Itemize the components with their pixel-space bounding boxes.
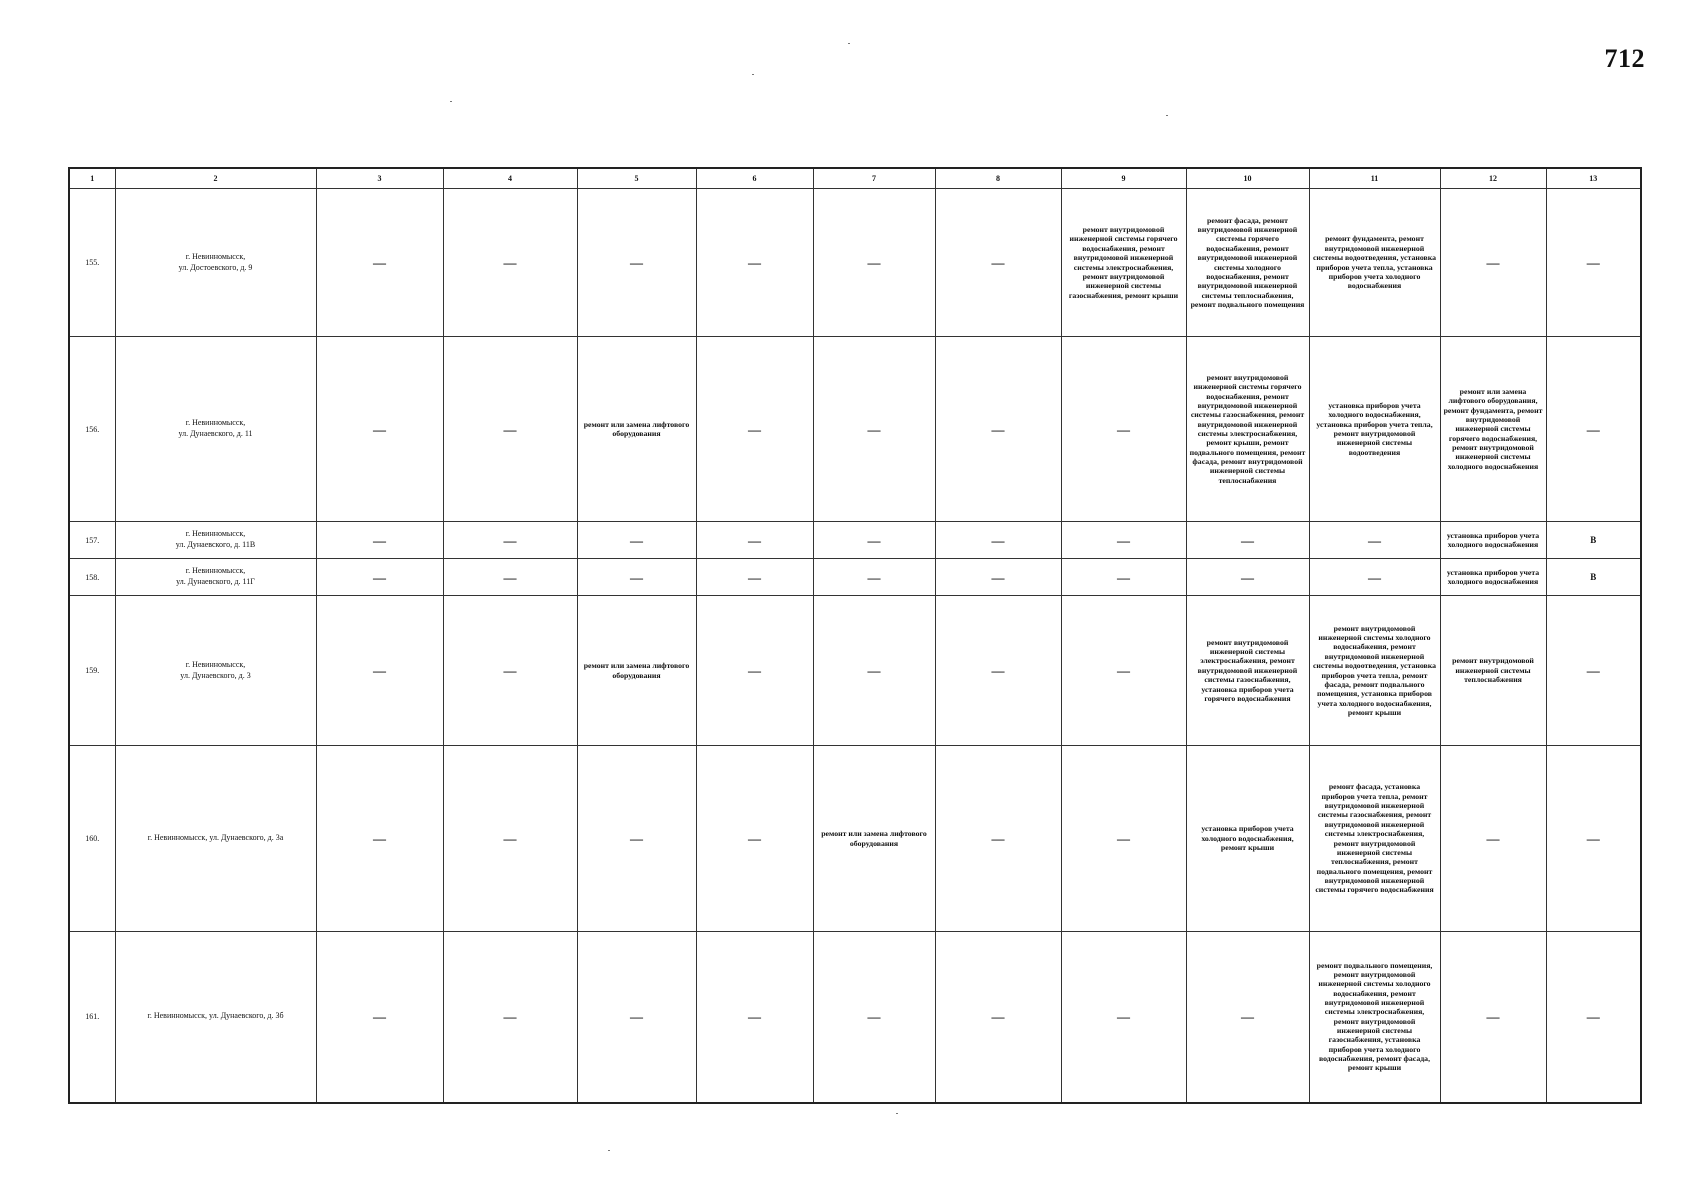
empty-dash-cell: —: [813, 596, 935, 746]
empty-dash-cell: —: [443, 596, 577, 746]
column-header: 11: [1309, 168, 1440, 189]
empty-dash-cell: —: [577, 522, 696, 559]
column-header: 5: [577, 168, 696, 189]
work-description-cell: ремонт или замена лифтового оборудования: [577, 337, 696, 522]
empty-dash-cell: —: [1186, 559, 1309, 596]
empty-dash-cell: —: [935, 596, 1061, 746]
empty-dash-cell: —: [1186, 522, 1309, 559]
empty-dash-cell: —: [1186, 932, 1309, 1103]
row-number: 158.: [69, 559, 115, 596]
column-header: 3: [316, 168, 443, 189]
header-row: [69, 168, 1641, 189]
page-number: 712: [1604, 44, 1645, 73]
empty-dash-cell: —: [935, 337, 1061, 522]
empty-dash-cell: —: [443, 337, 577, 522]
work-description-cell: ремонт подвального помещения, ремонт внутридомовой инженерной системы холодного водоснабжения, ремонт внутридомовой инженерной системы электроснабжения, ремонт внутридомовой инженерной системы газоснабжения, установка приборов учета холодного водоснабжения, ремонт фасада, ремонт крыши: [1309, 932, 1440, 1103]
empty-dash-cell: —: [696, 932, 813, 1103]
column-header: 13: [1546, 168, 1641, 189]
empty-dash-cell: —: [316, 559, 443, 596]
empty-dash-cell: —: [1309, 559, 1440, 596]
row-number: 161.: [69, 932, 115, 1103]
row-number: 157.: [69, 522, 115, 559]
empty-dash-cell: —: [935, 932, 1061, 1103]
column-header: 9: [1061, 168, 1186, 189]
empty-dash-cell: —: [696, 596, 813, 746]
address-cell: [115, 337, 316, 522]
address-line: г. Невинномысск,: [185, 251, 246, 261]
column-header: 6: [696, 168, 813, 189]
empty-dash-cell: —: [696, 559, 813, 596]
empty-dash-cell: —: [813, 522, 935, 559]
empty-dash-cell: —: [813, 559, 935, 596]
table-row: [69, 522, 1641, 559]
table-row: [69, 189, 1641, 337]
address-cell: [115, 559, 316, 596]
empty-dash-cell: —: [813, 932, 935, 1103]
empty-dash-cell: —: [577, 189, 696, 337]
empty-dash-cell: —: [1546, 189, 1641, 337]
empty-dash-cell: —: [577, 746, 696, 932]
address-line: ул. Достоевского, д. 9: [178, 262, 253, 272]
empty-dash-cell: —: [935, 746, 1061, 932]
empty-dash-cell: —: [1061, 932, 1186, 1103]
work-description-cell: ремонт внутридомовой инженерной системы горячего водоснабжения, ремонт внутридомовой инженерной системы газоснабжения, ремонт внутридомовой инженерной системы электроснабжения, ремонт крыши, ремонт подвального помещения, ремонт фасада, ремонт внутридомовой инженерной системы теплоснабжения: [1186, 337, 1309, 522]
table-row: [69, 932, 1641, 1103]
empty-dash-cell: —: [316, 337, 443, 522]
work-description-cell: ремонт внутридомовой инженерной системы электроснабжения, ремонт внутридомовой инженерной системы газоснабжения, установка приборов учета горячего водоснабжения: [1186, 596, 1309, 746]
empty-dash-cell: —: [443, 932, 577, 1103]
address-cell: [115, 596, 316, 746]
empty-dash-cell: —: [316, 596, 443, 746]
empty-dash-cell: —: [316, 746, 443, 932]
column-header: 10: [1186, 168, 1309, 189]
work-description-cell: ремонт фундамента, ремонт внутридомовой инженерной системы водоотведения, установка приборов учета тепла, установка приборов учета холодного водоснабжения: [1309, 189, 1440, 337]
column-header: 7: [813, 168, 935, 189]
repair-schedule-table: [68, 167, 1642, 1104]
column-header: 12: [1440, 168, 1546, 189]
work-description-cell: ремонт фасада, ремонт внутридомовой инженерной системы горячего водоснабжения, ремонт внутридомовой инженерной системы холодного водоснабжения, ремонт внутридомовой инженерной системы теплоснабжения, ремонт подвального помещения: [1186, 189, 1309, 337]
empty-dash-cell: —: [1061, 746, 1186, 932]
column-header: 8: [935, 168, 1061, 189]
empty-dash-cell: —: [443, 559, 577, 596]
empty-dash-cell: —: [935, 189, 1061, 337]
empty-dash-cell: —: [316, 932, 443, 1103]
address-line: г. Невинномысск, ул. Дунаевского, д. 3б: [147, 1011, 284, 1021]
empty-dash-cell: —: [696, 337, 813, 522]
empty-dash-cell: —: [1546, 746, 1641, 932]
empty-dash-cell: —: [1061, 559, 1186, 596]
mark-cell: В: [1546, 559, 1641, 596]
empty-dash-cell: —: [1440, 932, 1546, 1103]
mark-cell: В: [1546, 522, 1641, 559]
address-cell: [115, 189, 316, 337]
address-line: ул. Дунаевского, д. 3: [180, 670, 251, 680]
empty-dash-cell: —: [316, 189, 443, 337]
row-number: 156.: [69, 337, 115, 522]
address-line: г. Невинномысск,: [185, 659, 246, 669]
empty-dash-cell: —: [1546, 932, 1641, 1103]
empty-dash-cell: —: [1061, 522, 1186, 559]
empty-dash-cell: —: [696, 522, 813, 559]
address-line: ул. Дунаевского, д. 11: [178, 429, 253, 438]
empty-dash-cell: —: [1440, 189, 1546, 337]
empty-dash-cell: —: [696, 746, 813, 932]
address-line: г. Невинномысск,: [185, 418, 246, 428]
row-number: 160.: [69, 746, 115, 932]
column-header: 1: [69, 168, 115, 189]
address-line: г. Невинномысск,: [185, 529, 246, 539]
row-number: 159.: [69, 596, 115, 746]
empty-dash-cell: —: [577, 559, 696, 596]
table-row: [69, 559, 1641, 596]
empty-dash-cell: —: [935, 522, 1061, 559]
work-description-cell: ремонт внутридомовой инженерной системы холодного водоснабжения, ремонт внутридомовой инженерной системы водоотведения, установка приборов учета тепла, ремонт фасада, ремонт подвального помещения, установка приборов учета холодного водоснабжения, ремонт крыши: [1309, 596, 1440, 746]
work-description-cell: ремонт или замена лифтового оборудования: [813, 746, 935, 932]
address-line: г. Невинномысск, ул. Дунаевского, д. 3а: [147, 833, 284, 843]
empty-dash-cell: —: [443, 189, 577, 337]
address-cell: [115, 932, 316, 1103]
address-cell: [115, 746, 316, 932]
work-description-cell: установка приборов учета холодного водоснабжения: [1440, 522, 1546, 559]
empty-dash-cell: —: [577, 932, 696, 1103]
empty-dash-cell: —: [1546, 596, 1641, 746]
empty-dash-cell: —: [813, 337, 935, 522]
table-row: [69, 337, 1641, 522]
address-line: г. Невинномысск,: [185, 566, 246, 576]
work-description-cell: установка приборов учета холодного водоснабжения, установка приборов учета тепла, ремонт внутридомовой инженерной системы водоотведения: [1309, 337, 1440, 522]
address-line: ул. Дунаевского, д. 11Г: [176, 577, 255, 586]
work-description-cell: ремонт или замена лифтового оборудования: [577, 596, 696, 746]
empty-dash-cell: —: [1309, 522, 1440, 559]
empty-dash-cell: —: [696, 189, 813, 337]
table-row: [69, 746, 1641, 932]
empty-dash-cell: —: [316, 522, 443, 559]
empty-dash-cell: —: [443, 522, 577, 559]
column-header: 4: [443, 168, 577, 189]
address-line: ул. Дунаевского, д. 11В: [175, 540, 256, 549]
empty-dash-cell: —: [1061, 337, 1186, 522]
empty-dash-cell: —: [443, 746, 577, 932]
empty-dash-cell: —: [813, 189, 935, 337]
work-description-cell: установка приборов учета холодного водоснабжения: [1440, 559, 1546, 596]
row-number: 155.: [69, 189, 115, 337]
work-description-cell: ремонт фасада, установка приборов учета тепла, ремонт внутридомовой инженерной системы газоснабжения, ремонт внутридомовой инженерной системы электроснабжения, ремонт внутридомовой инженерной системы теплоснабжения, ремонт подвального помещения, ремонт внутридомовой инженерной системы горячего водоснабжения: [1309, 746, 1440, 932]
empty-dash-cell: —: [935, 559, 1061, 596]
empty-dash-cell: —: [1546, 337, 1641, 522]
empty-dash-cell: —: [1061, 596, 1186, 746]
work-description-cell: установка приборов учета холодного водоснабжения, ремонт крыши: [1186, 746, 1309, 932]
work-description-cell: ремонт или замена лифтового оборудования, ремонт фундамента, ремонт внутридомовой инженерной системы горячего водоснабжения, ремонт внутридомовой инженерной системы холодного водоснабжения: [1440, 337, 1546, 522]
column-header: 2: [115, 168, 316, 189]
work-description-cell: ремонт внутридомовой инженерной системы горячего водоснабжения, ремонт внутридомовой инженерной системы электроснабжения, ремонт внутридомовой инженерной системы газоснабжения, ремонт крыши: [1061, 189, 1186, 337]
work-description-cell: ремонт внутридомовой инженерной системы теплоснабжения: [1440, 596, 1546, 746]
address-cell: [115, 522, 316, 559]
empty-dash-cell: —: [1440, 746, 1546, 932]
table-row: [69, 596, 1641, 746]
